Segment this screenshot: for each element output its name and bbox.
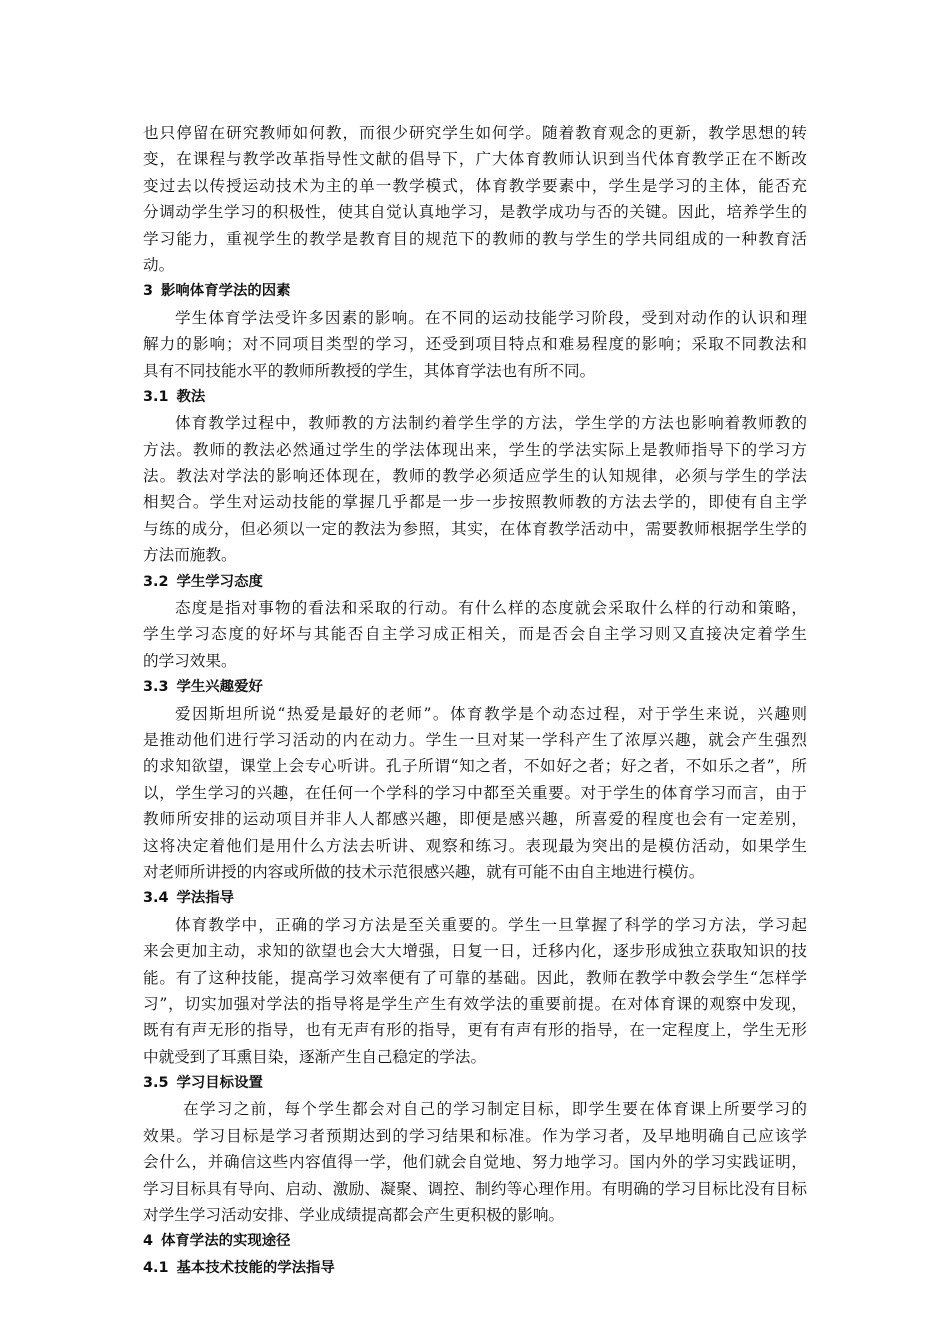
heading-title: 学习目标设置: [176, 1075, 263, 1092]
section-heading-3-1: [143, 384, 807, 410]
paragraph-intro: [143, 120, 807, 278]
heading-number: 4: [143, 1233, 154, 1250]
heading-title: 学生学习态度: [176, 573, 263, 590]
text-line: 中就受到了耳熏目染，逐渐产生自己稳定的学法。: [143, 1047, 487, 1066]
text-line: 态度是指对事物的看法和采取的行动。有什么样的态度就会采取什么样的行动和策略，: [175, 599, 807, 618]
heading-title: 学生兴趣爱好: [176, 679, 263, 696]
text-line: 学生学习态度的好坏与其能否自主学习成正相关，而是否会自主学习则又直接决定着学生: [143, 625, 807, 644]
heading-number: 4.1: [143, 1259, 169, 1276]
section-heading-4-1: [143, 1255, 807, 1281]
section-heading-3-4: [143, 885, 807, 911]
paragraph-3-2: [143, 595, 807, 674]
text-line: 变，在课程与教学改革指导性文献的倡导下，广大体育教师认识到当代体育教学正在不断改: [143, 150, 807, 169]
text-line: 法。教法对学法的影响还体现在，教师的教学必须适应学生的认知规律，必须与学生的学法: [143, 467, 807, 486]
text-line: 习”，切实加强对学法的指导将是学生产生有效学法的重要前提。在对体育课的观察中发现，: [143, 994, 807, 1013]
text-line: 相契合。学生对运动技能的掌握几乎都是一步一步按照教师教的方法去学的，即使有自主学: [143, 493, 807, 512]
heading-number: 3.2: [143, 573, 169, 590]
text-line: 学生体育学法受许多因素的影响。在不同的运动技能学习阶段，受到对动作的认识和理: [175, 308, 807, 327]
text-line: 体育教学过程中，教师教的方法制约着学生学的方法，学生学的方法也影响着教师教的: [175, 414, 807, 433]
section-heading-3-5: [143, 1070, 807, 1096]
text-line: 分调动学生学习的积极性，使其自觉认真地学习，是教学成功与否的关键。因此，培养学生的: [143, 203, 807, 222]
paragraph-3: [143, 305, 807, 384]
paragraph-3-4: [143, 912, 807, 1070]
text-line: 在学习之前，每个学生都会对自己的学习制定目标，即学生要在体育课上所要学习的: [183, 1100, 807, 1119]
text-line: 的求知欲望，课堂上会专心听讲。孔子所谓“知之者，不如好之者；好之者，不如乐之者”，所: [143, 757, 807, 776]
heading-number: 3: [143, 283, 154, 300]
paragraph-3-3: [143, 701, 807, 886]
text-line: 学习目标具有导向、启动、激励、凝聚、调控、制约等心理作用。有明确的学习目标比没有目标: [143, 1179, 807, 1198]
text-line: 与练的成分，但必须以一定的教法为参照，其实，在体育教学活动中，需要教师根据学生学的: [143, 519, 807, 538]
text-line: 也只停留在研究教师如何教，而很少研究学生如何学。随着教育观念的更新，教学思想的转: [143, 124, 807, 142]
text-line: 来会更加主动，求知的欲望也会大大增强，日复一日，迁移内化，逐步形成独立获取知识的技: [143, 942, 807, 961]
section-heading-3-2: [143, 569, 807, 595]
heading-number: 3.1: [143, 388, 169, 405]
document-page: [143, 120, 807, 1281]
heading-title: 影响体育学法的因素: [161, 283, 291, 300]
text-line: 动。: [143, 255, 175, 274]
text-line: 方法。教师的教法必然通过学生的学法体现出来，学生的学法实际上是教师指导下的学习方: [143, 440, 807, 459]
text-line: 是推动他们进行学习活动的内在动力。学生一旦对某一学科产生了浓厚兴趣，就会产生强烈: [143, 730, 807, 749]
section-heading-4: [143, 1228, 807, 1254]
text-line: 会什么，并确信这些内容值得一学，他们就会自觉地、努力地学习。国内外的学习实践证明，: [143, 1153, 807, 1172]
text-line: 爱因斯坦所说“热爱是最好的老师”。体育教学是个动态过程，对于学生来说，兴趣则: [175, 704, 807, 723]
text-line: 的学习效果。: [143, 651, 237, 670]
heading-number: 3.3: [143, 679, 169, 696]
text-line: 方法而施教。: [143, 546, 237, 565]
text-line: 变过去以传授运动技术为主的单一教学模式，体育教学要素中，学生是学习的主体，能否充: [143, 176, 807, 195]
heading-title: 基本技术技能的学法指导: [176, 1259, 335, 1276]
text-line: 这将决定着他们是用什么方法去听讲、观察和练习。表现最为突出的是模仿活动，如果学生: [143, 836, 807, 855]
heading-number: 3.5: [143, 1075, 169, 1092]
text-line: 具有不同技能水平的教师所教授的学生，其体育学法也有所不同。: [143, 361, 596, 380]
text-line: 既有有声无形的指导，也有无声有形的指导，更有有声有形的指导，在一定程度上，学生无形: [143, 1021, 807, 1040]
text-line: 以，学生学习的兴趣，在任何一个学科的学习中都至关重要。对于学生的体育学习而言，由于: [143, 783, 807, 802]
text-line: 对学生学习活动安排、学业成绩提高都会产生更积极的影响。: [143, 1206, 565, 1225]
text-line: 教师所安排的运动项目并非人人都感兴趣，即便是感兴趣，所喜爱的程度也会有一定差别，: [143, 810, 807, 829]
heading-title: 学法指导: [176, 890, 235, 907]
text-line: 效果。学习目标是学习者预期达到的学习结果和标准。作为学习者，及早地明确自己应该学: [143, 1126, 807, 1145]
text-line: 能。有了这种技能，提高学习效率便有了可靠的基础。因此，教师在教学中教会学生“怎样学: [143, 968, 807, 987]
text-line: 解力的影响；对不同项目类型的学习，还受到项目特点和难易程度的影响；采取不同教法和: [143, 335, 807, 354]
section-heading-3: [143, 278, 807, 304]
paragraph-3-5: [143, 1096, 807, 1228]
section-heading-3-3: [143, 674, 807, 700]
heading-title: 体育学法的实现途径: [161, 1233, 291, 1250]
text-line: 学习能力，重视学生的教学是教育目的规范下的教师的教与学生的学共同组成的一种教育活: [143, 229, 807, 248]
paragraph-3-1: [143, 410, 807, 568]
heading-number: 3.4: [143, 890, 169, 907]
text-line: 对老师所讲授的内容或所做的技术示范很感兴趣，就有可能不由自主地进行模仿。: [143, 862, 705, 881]
heading-title: 教法: [176, 388, 206, 405]
text-line: 体育教学中，正确的学习方法是至关重要的。学生一旦掌握了科学的学习方法，学习起: [175, 915, 807, 934]
